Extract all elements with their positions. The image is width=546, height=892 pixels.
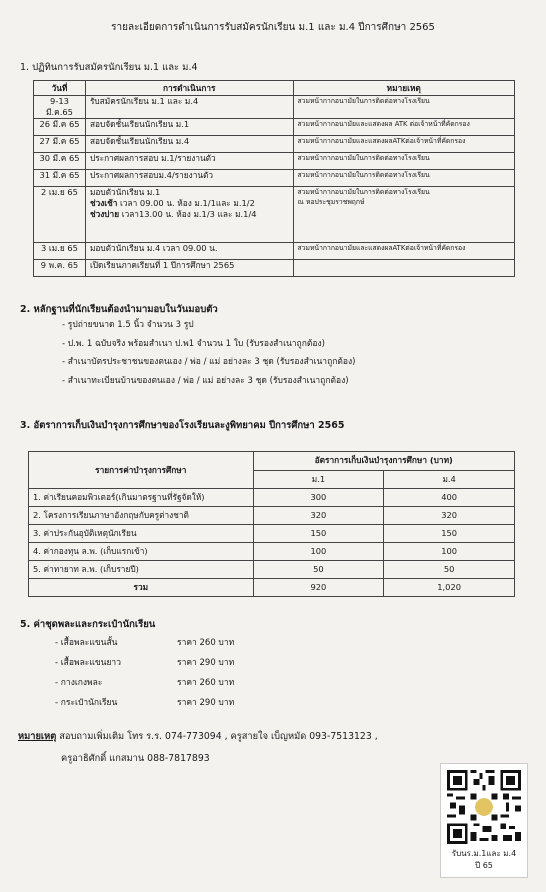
fee-row [29,489,515,507]
fee-header-m1: ม.1 [253,470,384,489]
list-item: - รูปถ่ายขนาด 1.5 นิ้ว จำนวน 3 รูป [62,320,194,330]
qr-caption-line-2: ปี 65 [475,861,493,870]
row-action: เปิดเรียนภาคเรียนที่ 1 ปีการศึกษา 2565 [85,260,293,277]
section1-heading: 1. ปฏิทินการรับสมัครนักเรียน ม.1 และ ม.4 [20,62,198,73]
row-date: 9 พ.ค. 65 [34,260,86,277]
documents-list [62,316,355,390]
fee-m1: 300 [253,489,384,507]
row-action-multi [85,187,293,243]
item-name: - กางเกงพละ [55,678,103,688]
row-note-multi [293,187,515,243]
header-note: หมายเหตุ [293,81,515,96]
row-date: 3 เม.ย 65 [34,243,86,260]
remark-line-1 [18,726,378,748]
remark-block [18,726,378,770]
row-action: ประกาศผลการสอบ ม.1/รายงานตัว [85,153,293,170]
fee-header-m4: ม.4 [384,470,515,489]
fee-total-m4: 1,020 [384,579,515,597]
fee-item: 1. ค่าเรียนคอมพิวเตอร์(เกินมาตรฐานที่รัฐจัดให้) [29,489,254,507]
header-date: วันที่ [34,81,86,96]
fee-row [29,507,515,525]
list-item [55,693,234,713]
row-date: 27 มี.ค 65 [34,136,86,153]
item-price: ราคา 290 บาท [177,698,235,708]
row-action: มอบตัวนักเรียน ม.1 [89,187,161,197]
list-item [55,633,234,653]
row-note: สวมหน้ากากอนามัยในการติดต่อทางโรงเรียน [297,188,430,196]
fee-item: 5. ค่าทายาท ล.พ. (เก็บรายปี) [29,561,254,579]
fee-header-rate: อัตราการเก็บเงินบำรุงการศึกษา (บาท) [253,452,514,471]
item-price: ราคา 260 บาท [177,678,235,688]
schedule-row [34,136,515,153]
fee-m1: 320 [253,507,384,525]
row-note: สวมหน้ากากอนามัยในการติดต่อทางโรงเรียน [293,153,515,170]
row-note: สวมหน้ากากอนามัยและแสดงผลATKต่อเจ้าหน้าที่คัดกรอง [293,136,515,153]
item-name: - เสื้อพละแขนสั้น [55,638,118,648]
row-date: 26 มี.ค 65 [34,119,86,136]
schedule-header-row [34,81,515,96]
morning-detail: เวลา 09.00 น. ห้อง ม.1/1และ ม.1/2 [117,198,255,208]
section3-heading: 3. อัตราการเก็บเงินบำรุงการศึกษาของโรงเรียนละงูพิทยาคม ปีการศึกษา 2565 [20,420,345,431]
fee-item: 4. ค่ากองทุน ล.พ. (เก็บแรกเข้า) [29,543,254,561]
schedule-row [34,119,515,136]
remark-label: หมายเหตุ [18,731,57,742]
fee-total-m1: 920 [253,579,384,597]
fee-m4: 100 [384,543,515,561]
fee-header-item: รายการค่าบำรุงการศึกษา [29,452,254,489]
schedule-row [34,260,515,277]
row-note: สวมหน้ากากอนามัยในการติดต่อทางโรงเรียน [293,170,515,187]
fee-m1: 100 [253,543,384,561]
document-title: รายละเอียดการดำเนินการรับสมัครนักเรียน ม.1 และ ม.4 ปีการศึกษา 2565 [111,22,435,33]
uniform-price-list [55,633,234,713]
item-name: - เสื้อพละแขนยาว [55,658,121,668]
row-date: 30 มี.ค 65 [34,153,86,170]
fee-total-row [29,579,515,597]
fee-m4: 50 [384,561,515,579]
row-date: 31 มี.ค 65 [34,170,86,187]
schedule-row [34,153,515,170]
qr-caption-line-1: รับนร.ม.1และ ม.4 [451,849,517,858]
item-price: ราคา 260 บาท [177,638,235,648]
section5-heading: 5. ค่าชุดพละและกระเป๋านักเรียน [20,619,156,630]
remark-contact-2: ครูอาธิศักดิ์ แกสมาน 088-7817893 [61,753,210,764]
list-item: - ป.พ. 1 ฉบับจริง พร้อมสำเนา ป.พ1 จำนวน 1 ใบ (รับรองสำเนาถูกต้อง) [62,338,325,349]
schedule-table [33,80,515,277]
fee-total-label: รวม [29,579,254,597]
fee-header-row [29,452,515,471]
morning-label: ช่วงเช้า [89,198,118,208]
fee-m1: 150 [253,525,384,543]
fee-m4: 320 [384,507,515,525]
afternoon-session [90,209,289,220]
fee-m1: 50 [253,561,384,579]
fee-row [29,543,515,561]
fee-item: 2. โครงการเรียนภาษาอังกฤษกับครูต่างชาติ [29,507,254,525]
list-item [55,673,234,693]
remark-contact-1: สอบถามเพิ่มเติม โทร ร.ร. 074-773094 , ครูสายใจ เบ็ญหมัด 093-7513123 , [56,731,378,742]
row-note: สวมหน้ากากอนามัยและแสดงผล ATK ต่อเจ้าหน้าที่คัดกรอง [293,119,515,136]
row-action: สอบจัดชั้นเรียนนักเรียน ม.4 [85,136,293,153]
schedule-row [34,187,515,243]
fee-m4: 150 [384,525,515,543]
morning-session [90,198,289,209]
item-price: ราคา 290 บาท [177,658,235,668]
qr-caption [441,848,527,872]
schedule-row [34,170,515,187]
row-action: ประกาศผลการสอบม.4/รายงานตัว [85,170,293,187]
section2-heading: 2. หลักฐานที่นักเรียนต้องนำมามอบในวันมอบตัว [20,304,218,315]
afternoon-label: ช่วงบ่าย [89,209,120,219]
row-action: สอบจัดชั้นเรียนนักเรียน ม.1 [85,119,293,136]
row-note: สวมหน้ากากอนามัยและแสดงผลATKต่อเจ้าหน้าที่คัดกรอง [293,243,515,260]
list-item [55,653,234,673]
fee-row [29,525,515,543]
fee-m4: 400 [384,489,515,507]
list-item: - สำเนาบัตรประชาชนของตนเอง / พ่อ / แม่ อย่างละ 3 ชุด (รับรองสำเนาถูกต้อง) [62,357,356,367]
fee-item: 3. ค่าประกันอุบัติเหตุนักเรียน [29,525,254,543]
item-name: - กระเป๋านักเรียน [55,698,118,708]
schedule-row [34,243,515,260]
qr-code-icon [447,770,521,844]
fee-row [29,561,515,579]
header-action: การดำเนินการ [85,81,293,96]
fee-table [28,451,515,597]
list-item: - สำเนาทะเบียนบ้านของตนเอง / พ่อ / แม่ อย่างละ 3 ชุด (รับรองสำเนาถูกต้อง) [62,375,349,386]
row-date: 9-13 มี.ค.65 [34,96,86,119]
schedule-row [34,96,515,119]
row-note: สวมหน้ากากอนามัยในการติดต่อทางโรงเรียน [293,96,515,119]
afternoon-detail: เวลา13.00 น. ห้อง ม.1/3 และ ม.1/4 [119,209,257,219]
row-note-location: ณ หอประชุมราชพฤกษ์ [297,198,365,206]
row-action: รับสมัครนักเรียน ม.1 และ ม.4 [85,96,293,119]
row-date: 2 เม.ย 65 [34,187,86,243]
row-action: มอบตัวนักเรียน ม.4 เวลา 09.00 น. [85,243,293,260]
row-note [293,260,515,277]
qr-code-card [440,763,528,878]
